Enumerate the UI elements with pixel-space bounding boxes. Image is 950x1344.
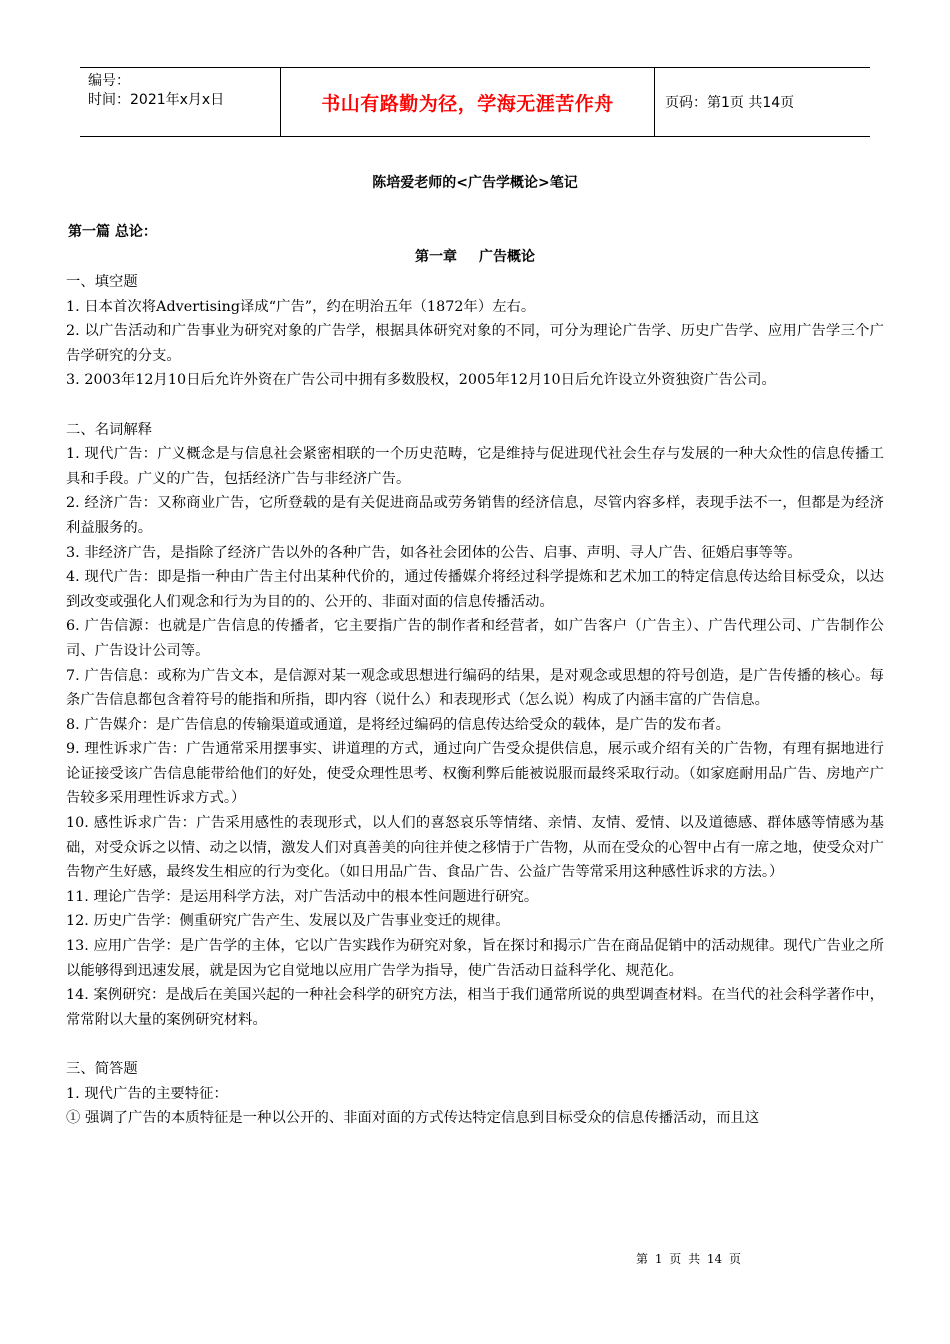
paragraph: 二、名词解释: [66, 421, 153, 438]
paragraph: 9. 理性诉求广告：广告通常采用摆事实、讲道理的方式，通过向广告受众提供信息，展示或介绍有关的广告物，有理有据地进行论证接受该广告信息能带给他们的好处，使受众理性思考、权衡利弊后能被说服而最终采取行动。（如家庭耐用品广告、房地产广告较多采用理性诉求方式。）: [66, 741, 884, 807]
paragraph: 14. 案例研究：是战后在美国兴起的一种社会科学的研究方法，相当于我们通常所说的典型调查材料。在当代的社会科学著作中，常常附以大量的案例研究材料。: [66, 987, 884, 1028]
chapter-title: [0, 246, 950, 266]
page-footer: 第 1 页 共 14 页: [636, 1252, 741, 1266]
paragraph: 1. 现代广告的主要特征：: [66, 1085, 228, 1102]
paragraph-spacer: [66, 393, 884, 418]
part-title: 第一篇 总论：: [68, 224, 157, 240]
paragraph: 2. 以广告活动和广告事业为研究对象的广告学，根据具体研究对象的不同，可分为理论广告学、历史广告学、应用广告学三个广告学研究的分支。: [66, 323, 884, 364]
header-page-info: [655, 68, 870, 136]
document-title: 陈培爱老师的<广告学概论>笔记: [372, 175, 578, 191]
paragraph: 4. 现代广告：即是指一种由广告主付出某种代价的，通过传播媒介将经过科学提炼和艺术加工的特定信息传达给目标受众，以达到改变或强化人们观念和行为为目的的、公开的、非面对面的信息传播活动。: [66, 569, 884, 610]
time-label: 时间：2021年x月x日: [88, 92, 225, 108]
paragraph: 1. 日本首次将Advertising译成“广告”，约在明治五年（1872年）左右。: [66, 298, 536, 315]
number-label: 编号：: [88, 73, 130, 89]
paragraph: 13. 应用广告学：是广告学的主体，它以广告实践作为研究对象，旨在探讨和揭示广告在商品促销中的活动规律。现代广告业之所以能够得到迅速发展，就是因为它自觉地以应用广告学为指导，使广告活动日益科学化、规范化。: [66, 938, 884, 979]
header-meta: [80, 68, 280, 136]
paragraph: 2. 经济广告：又称商业广告，它所登载的是有关促进商品或劳务销售的经济信息，尽管内容多样，表现手法不一，但都是为经济利益服务的。: [66, 495, 884, 536]
page-header: [80, 67, 870, 137]
paragraph: 3. 非经济广告，是指除了经济广告以外的各种广告，如各社会团体的公告、启事、声明、寻人广告、征婚启事等等。: [66, 544, 802, 561]
motto-text: 书山有路勤为径，学海无涯苦作舟: [321, 92, 614, 115]
header-motto: [280, 68, 655, 136]
paragraph: 1. 现代广告：广义概念是与信息社会紧密相联的一个历史范畴，它是维持与促进现代社会生存与发展的一种大众性的信息传播工具和手段。广义的广告，包括经济广告与非经济广告。: [66, 446, 884, 487]
paragraph: ① 强调了广告的本质特征是一种以公开的、非面对面的方式传达特定信息到目标受众的信息传播活动，而且这: [66, 1110, 760, 1127]
paragraph: 7. 广告信息：或称为广告文本，是信源对某一观念或思想进行编码的结果，是对观念或思想的符号创造，是广告传播的核心。每条广告信息都包含着符号的能指和所指，即内容（说什么）和表现形式（怎么说）构成了内涵丰富的广告信息。: [66, 667, 884, 709]
paragraph: 10. 感性诉求广告：广告采用感性的表现形式，以人们的喜怒哀乐等情绪、亲情、友情、爱情、以及道德感、群体感等情感为基础，对受众诉之以情、动之以情，激发人们对真善美的向往并使之移情于广告物，从而在受众的心智中占有一席之地，使受众对广告物产生好感，最终发生相应的行为变化。（如日用品广告、食品广告、公益广告等常采用这种感性诉求的方法。）: [66, 815, 884, 881]
body-text: [66, 270, 884, 1131]
paragraph: 三、简答题: [66, 1061, 138, 1077]
paragraph: 6. 广告信源：也就是广告信息的传播者，它主要指广告的制作者和经营者，如广告客户（广告主）、广告代理公司、广告制作公司、广告设计公司等。: [66, 618, 884, 659]
chapter-name: 广告概论: [479, 249, 535, 265]
paragraph: 一、填空题: [66, 274, 138, 290]
chapter-number: 第一章: [415, 249, 457, 265]
paragraph: 3. 2003年12月10日后允许外资在广告公司中拥有多数股权，2005年12月10日后允许设立外资独资广告公司。: [66, 372, 776, 389]
paragraph: 11. 理论广告学：是运用科学方法，对广告活动中的根本性问题进行研究。: [66, 888, 539, 905]
paragraph: 8. 广告媒介：是广告信息的传输渠道或通道，是将经过编码的信息传达给受众的载体，是广告的发布者。: [66, 716, 730, 733]
page-label: 页码：第1页 共14页: [665, 95, 795, 111]
paragraph-spacer: [66, 1032, 884, 1057]
paragraph: 12. 历史广告学：侧重研究广告产生、发展以及广告事业变迁的规律。: [66, 913, 510, 930]
